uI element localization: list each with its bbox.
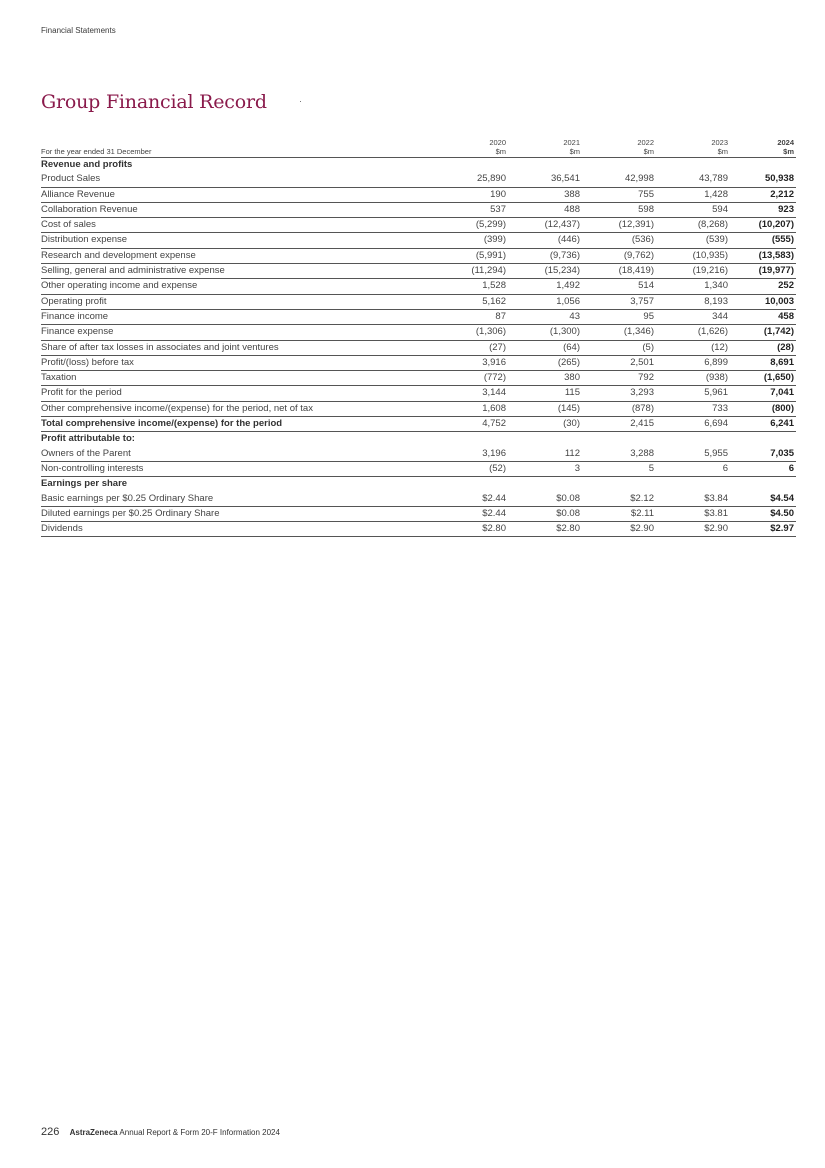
row-label: Cost of sales	[41, 218, 436, 233]
cell-2023: (12)	[658, 340, 732, 355]
cell-2021: 115	[510, 386, 584, 401]
cell-2022: 755	[584, 187, 658, 202]
cell-2023: 6,694	[658, 417, 732, 432]
table-row	[41, 233, 796, 248]
cell-2020: 4,752	[436, 417, 510, 432]
cell-2020: 25,890	[436, 172, 510, 187]
cell-2021: 1,056	[510, 294, 584, 309]
cell-2022: 2,415	[584, 417, 658, 432]
cell-2024: 50,938	[732, 172, 796, 187]
cell-2024: 923	[732, 202, 796, 217]
table-row	[41, 172, 796, 187]
cell-2023: 344	[658, 309, 732, 324]
cell-2023: (539)	[658, 233, 732, 248]
table-row	[41, 461, 796, 476]
cell-2024: (28)	[732, 340, 796, 355]
cell-2022: 792	[584, 371, 658, 386]
cell-2024: 10,003	[732, 294, 796, 309]
page-title: Group Financial Record	[41, 90, 267, 113]
cell-2024: 2,212	[732, 187, 796, 202]
cell-2023: 1,340	[658, 279, 732, 294]
row-label: Selling, general and administrative expense	[41, 264, 436, 279]
cell-2022: 2,501	[584, 355, 658, 370]
cell-2020: $2.44	[436, 492, 510, 507]
cell-2023: 8,193	[658, 294, 732, 309]
cell-2021: 36,541	[510, 172, 584, 187]
cell-2023: (8,268)	[658, 218, 732, 233]
cell-2022: 42,998	[584, 172, 658, 187]
table-row	[41, 492, 796, 507]
cell-2021: 112	[510, 447, 584, 462]
table-row	[41, 371, 796, 386]
row-label: Distribution expense	[41, 233, 436, 248]
cell-2020: $2.80	[436, 522, 510, 537]
table-row	[41, 264, 796, 279]
row-label: Non-controlling interests	[41, 461, 436, 476]
year-label: 2024	[777, 138, 794, 147]
cell-2020: (772)	[436, 371, 510, 386]
cell-2022: 3,293	[584, 386, 658, 401]
cell-2024: $4.54	[732, 492, 796, 507]
unit-label: $m	[495, 147, 506, 156]
section-heading-row	[41, 477, 796, 492]
row-label: Owners of the Parent	[41, 447, 436, 462]
section-heading: Profit attributable to:	[41, 433, 135, 445]
cell-2023: 1,428	[658, 187, 732, 202]
row-label: Collaboration Revenue	[41, 202, 436, 217]
cell-2024: 7,041	[732, 386, 796, 401]
row-label: Research and development expense	[41, 248, 436, 263]
table-row	[41, 279, 796, 294]
row-label: Profit/(loss) before tax	[41, 355, 436, 370]
cell-2024: 458	[732, 309, 796, 324]
year-label: 2021	[563, 138, 580, 147]
publication-title: Annual Report & Form 20-F Information 2024	[119, 1128, 280, 1137]
cell-2020: (27)	[436, 340, 510, 355]
cell-2023: (19,216)	[658, 264, 732, 279]
row-label: Diluted earnings per $0.25 Ordinary Share	[41, 506, 436, 521]
row-label: Profit for the period	[41, 386, 436, 401]
row-label: Finance expense	[41, 325, 436, 340]
cell-2020: $2.44	[436, 506, 510, 521]
cell-2020: (5,299)	[436, 218, 510, 233]
cell-2021: (30)	[510, 417, 584, 432]
page-footer	[41, 1126, 280, 1138]
row-label: Taxation	[41, 371, 436, 386]
cell-2021: 43	[510, 309, 584, 324]
section-heading-row	[41, 158, 796, 173]
cell-2024: (800)	[732, 401, 796, 416]
row-label: Finance income	[41, 309, 436, 324]
cell-2021: (15,234)	[510, 264, 584, 279]
cell-2020: 87	[436, 309, 510, 324]
cell-2023: 6	[658, 461, 732, 476]
column-header-2020	[436, 138, 510, 158]
cell-2020: (52)	[436, 461, 510, 476]
cell-2022: (878)	[584, 401, 658, 416]
cell-2024: (19,977)	[732, 264, 796, 279]
table-row	[41, 187, 796, 202]
cell-2024: 6,241	[732, 417, 796, 432]
cell-2023: (938)	[658, 371, 732, 386]
cell-2020: (11,294)	[436, 264, 510, 279]
cell-2022: 598	[584, 202, 658, 217]
section-heading: Revenue and profits	[41, 159, 133, 170]
row-label: Dividends	[41, 522, 436, 537]
cell-2024: 6	[732, 461, 796, 476]
row-label: Operating profit	[41, 294, 436, 309]
cell-2021: (446)	[510, 233, 584, 248]
table-row	[41, 202, 796, 217]
cell-2020: 1,528	[436, 279, 510, 294]
cell-2020: 1,608	[436, 401, 510, 416]
cell-2024: (555)	[732, 233, 796, 248]
cell-2023: (10,935)	[658, 248, 732, 263]
cell-2020: 3,916	[436, 355, 510, 370]
cell-2021: 3	[510, 461, 584, 476]
table-row	[41, 506, 796, 521]
cell-2022: $2.11	[584, 506, 658, 521]
cell-2023: 5,961	[658, 386, 732, 401]
cell-2024: 8,691	[732, 355, 796, 370]
cell-2021: (64)	[510, 340, 584, 355]
table-row	[41, 248, 796, 263]
cell-2021: 380	[510, 371, 584, 386]
row-label: Other comprehensive income/(expense) for the period, net of tax	[41, 401, 436, 416]
cell-2023: 43,789	[658, 172, 732, 187]
cell-2021: $0.08	[510, 492, 584, 507]
cell-2020: 190	[436, 187, 510, 202]
unit-label: $m	[783, 147, 794, 156]
cell-2021: (9,736)	[510, 248, 584, 263]
decorative-dot	[300, 101, 301, 102]
cell-2020: 537	[436, 202, 510, 217]
cell-2021: (265)	[510, 355, 584, 370]
cell-2023: $3.84	[658, 492, 732, 507]
cell-2022: 5	[584, 461, 658, 476]
cell-2024: (1,650)	[732, 371, 796, 386]
cell-2022: (536)	[584, 233, 658, 248]
cell-2020: (399)	[436, 233, 510, 248]
table-row	[41, 325, 796, 340]
cell-2024: $4.50	[732, 506, 796, 521]
table-row	[41, 447, 796, 462]
section-heading-row	[41, 432, 796, 447]
cell-2020: 5,162	[436, 294, 510, 309]
cell-2024: (1,742)	[732, 325, 796, 340]
table-row	[41, 340, 796, 355]
cell-2023: 5,955	[658, 447, 732, 462]
table-row	[41, 401, 796, 416]
year-label: 2023	[711, 138, 728, 147]
table-row	[41, 294, 796, 309]
cell-2020: 3,144	[436, 386, 510, 401]
cell-2023: 6,899	[658, 355, 732, 370]
row-label: Product Sales	[41, 172, 436, 187]
cell-2022: $2.12	[584, 492, 658, 507]
cell-2024: $2.97	[732, 522, 796, 537]
cell-2021: $0.08	[510, 506, 584, 521]
cell-2021: (1,300)	[510, 325, 584, 340]
table-row	[41, 309, 796, 324]
cell-2024: (13,583)	[732, 248, 796, 263]
row-label: Basic earnings per $0.25 Ordinary Share	[41, 492, 436, 507]
section-heading: Earnings per share	[41, 478, 128, 490]
cell-2021: 1,492	[510, 279, 584, 294]
cell-2021: $2.80	[510, 522, 584, 537]
row-label: Total comprehensive income/(expense) for the period	[41, 417, 436, 432]
cell-2022: 514	[584, 279, 658, 294]
cell-2021: (12,437)	[510, 218, 584, 233]
cell-2023: $2.90	[658, 522, 732, 537]
cell-2022: (18,419)	[584, 264, 658, 279]
cell-2024: 252	[732, 279, 796, 294]
brand-name: AstraZeneca	[69, 1128, 118, 1137]
cell-2022: (9,762)	[584, 248, 658, 263]
cell-2022: (1,346)	[584, 325, 658, 340]
cell-2023: 594	[658, 202, 732, 217]
cell-2021: 388	[510, 187, 584, 202]
unit-label: $m	[569, 147, 580, 156]
cell-2023: 733	[658, 401, 732, 416]
cell-2022: 95	[584, 309, 658, 324]
cell-2020: (5,991)	[436, 248, 510, 263]
row-label: Alliance Revenue	[41, 187, 436, 202]
cell-2022: $2.90	[584, 522, 658, 537]
cell-2022: (5)	[584, 340, 658, 355]
unit-label: $m	[717, 147, 728, 156]
section-label: Financial Statements	[41, 26, 116, 35]
cell-2024: (10,207)	[732, 218, 796, 233]
row-label: Other operating income and expense	[41, 279, 436, 294]
column-header-2021	[510, 138, 584, 158]
cell-2023: $3.81	[658, 506, 732, 521]
year-label: 2020	[489, 138, 506, 147]
table-row	[41, 386, 796, 401]
cell-2020: (1,306)	[436, 325, 510, 340]
table-header-row	[41, 138, 796, 158]
row-label: Share of after tax losses in associates and joint ventures	[41, 340, 436, 355]
column-header-2023	[658, 138, 732, 158]
column-header-2022	[584, 138, 658, 158]
unit-label: $m	[643, 147, 654, 156]
period-label: For the year ended 31 December	[41, 138, 436, 158]
cell-2021: 488	[510, 202, 584, 217]
cell-2022: 3,288	[584, 447, 658, 462]
cell-2020: 3,196	[436, 447, 510, 462]
year-label: 2022	[637, 138, 654, 147]
column-header-2024	[732, 138, 796, 158]
table-row	[41, 522, 796, 537]
table-row	[41, 355, 796, 370]
table-row	[41, 417, 796, 432]
page-number: 226	[41, 1126, 60, 1138]
financial-record-table	[41, 138, 796, 537]
cell-2022: (12,391)	[584, 218, 658, 233]
cell-2024: 7,035	[732, 447, 796, 462]
cell-2023: (1,626)	[658, 325, 732, 340]
table-row	[41, 218, 796, 233]
cell-2021: (145)	[510, 401, 584, 416]
cell-2022: 3,757	[584, 294, 658, 309]
